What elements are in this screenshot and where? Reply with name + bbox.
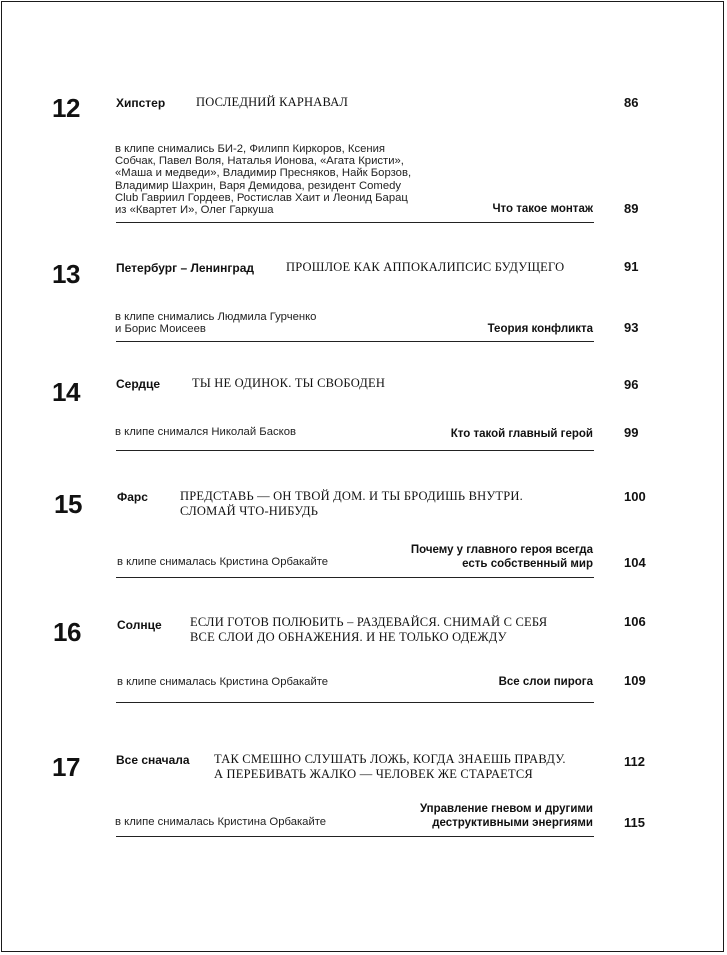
chapter-title: Солнце (117, 618, 162, 632)
divider (116, 702, 594, 703)
chapter-title: Фарс (117, 490, 148, 504)
chapter-page: 86 (624, 95, 639, 110)
chapter-epigraph (190, 615, 547, 645)
chapter-title: Хипстер (116, 96, 166, 110)
cast-line: в клипе снимался Николай Басков (115, 426, 296, 438)
cast-line: в клипе снималась Кристина Орбакайте (117, 676, 329, 688)
divider (116, 222, 594, 223)
chapter-epigraph (196, 95, 348, 110)
epigraph-line: ЕСЛИ ГОТОВ ПОЛЮБИТЬ – РАЗДЕВАЙСЯ. СНИМАЙ С СЕБЯ (190, 615, 548, 629)
subsection-title (488, 322, 593, 336)
subsection-line: Управление гневом и другими (419, 803, 593, 815)
subsection-title (499, 675, 593, 689)
epigraph-line: ПОСЛЕДНИЙ КАРНАВАЛ (196, 95, 349, 109)
cast-note (117, 676, 328, 688)
cast-note (115, 426, 296, 438)
chapter-epigraph (214, 752, 566, 782)
subsection-page: 104 (624, 555, 646, 570)
cast-line: Club Гавриил Гордеев, Ростислав Хаит и Леонид Барац (115, 191, 408, 204)
subsection-line: деструктивными энергиями (432, 817, 593, 829)
subsection-page: 99 (624, 425, 639, 440)
cast-note (115, 816, 326, 828)
cast-line: Собчак, Павел Воля, Наталья Ионова, «Агата Кристи», (115, 155, 404, 168)
chapter-epigraph (286, 260, 564, 275)
epigraph-line: ТАК СМЕШНО СЛУШАТЬ ЛОЖЬ, КОГДА ЗНАЕШЬ ПРАВДУ. (214, 752, 566, 766)
chapter-page: 100 (624, 489, 646, 504)
chapter-page: 91 (624, 259, 639, 274)
cast-line: в клипе снимались Людмила Гурченко (115, 311, 317, 323)
cast-line: Владимир Шахрин, Варя Демидова, резидент Comedy (115, 179, 402, 192)
subsection-line: Кто такой главный герой (450, 428, 593, 440)
chapter-page: 112 (624, 754, 645, 769)
chapter-title: Петербург – Ленинград (116, 261, 255, 275)
divider (116, 577, 594, 578)
chapter-page: 106 (624, 614, 646, 629)
divider (116, 341, 594, 342)
subsection-page: 89 (624, 201, 639, 216)
subsection-page: 115 (624, 815, 645, 830)
divider (116, 450, 594, 451)
chapter-number: 17 (52, 752, 80, 782)
cast-line: «Маша и медведи», Владимир Пресняков, Найк Борзов, (115, 167, 412, 180)
cast-line: из «Квартет И», Олег Гаркуша (115, 204, 274, 217)
chapter-epigraph (180, 489, 523, 519)
chapter-title: Все сначала (116, 753, 190, 767)
subsection-title (420, 802, 593, 830)
subsection-line: Почему у главного героя всегда (410, 544, 593, 556)
epigraph-line: ПРОШЛОЕ КАК АППОКАЛИПСИС БУДУЩЕГО (286, 260, 565, 274)
cast-line: в клипе снимались БИ-2, Филипп Киркоров, Ксения (115, 143, 386, 155)
chapter-number: 13 (52, 259, 80, 289)
cast-line: и Борис Моисеев (115, 323, 206, 336)
chapter-page: 96 (624, 377, 639, 392)
chapter-title: Сердце (116, 377, 161, 391)
subsection-title (411, 543, 593, 571)
subsection-page: 93 (624, 320, 639, 335)
epigraph-line: А ПЕРЕБИВАТЬ ЖАЛКО — ЧЕЛОВЕК ЖЕ СТАРАЕТСЯ (214, 767, 533, 781)
chapter-number: 16 (53, 617, 81, 647)
subsection-line: Что такое монтаж (492, 203, 593, 215)
subsection-page: 109 (624, 673, 646, 688)
subsection-line: Все слои пирога (498, 676, 593, 688)
divider (116, 836, 594, 837)
cast-line: в клипе снималась Кристина Орбакайте (117, 556, 329, 568)
epigraph-line: СЛОМАЙ ЧТО-НИБУДЬ (180, 504, 319, 518)
chapter-number: 15 (54, 489, 82, 519)
cast-line: в клипе снималась Кристина Орбакайте (115, 816, 327, 828)
cast-note (115, 311, 316, 335)
subsection-title (492, 202, 593, 216)
cast-note (117, 556, 328, 568)
chapter-number: 14 (52, 377, 80, 407)
chapter-number: 12 (52, 93, 80, 123)
epigraph-line: ВСЕ СЛОИ ДО ОБНАЖЕНИЯ. И НЕ ТОЛЬКО ОДЕЖДУ (190, 630, 507, 644)
epigraph-line: ПРЕДСТАВЬ — ОН ТВОЙ ДОМ. И ТЫ БРОДИШЬ ВНУТРИ. (180, 489, 523, 503)
subsection-title (451, 427, 593, 441)
cast-note (115, 143, 411, 216)
subsection-line: есть собственный мир (462, 558, 593, 570)
epigraph-line: ТЫ НЕ ОДИНОК. ТЫ СВОБОДЕН (192, 376, 386, 390)
chapter-epigraph (192, 376, 385, 391)
subsection-line: Теория конфликта (487, 323, 593, 335)
